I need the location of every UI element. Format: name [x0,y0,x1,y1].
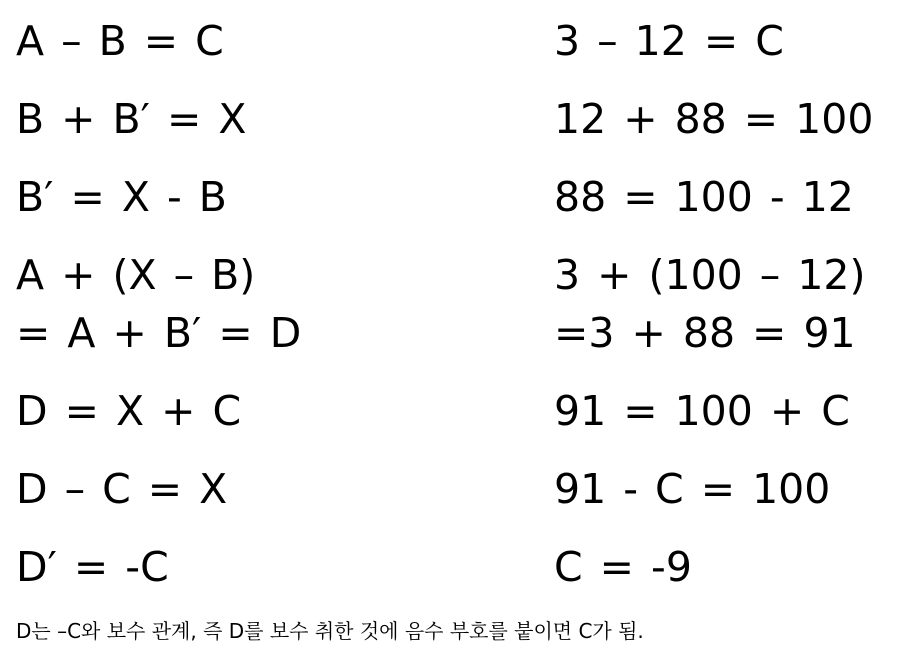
equation-left-3: B′ = X - B [16,173,227,221]
footnote: D는 –C와 보수 관계, 즉 D를 보수 취한 것에 음수 부호를 붙이면 C가 됨. [16,619,644,643]
equation-right-4a: 3 + (100 – 12) [554,251,866,299]
equation-left-1: A – B = C [16,17,224,65]
equation-right-5: 91 = 100 + C [554,387,850,435]
equation-left-5: D = X + C [16,387,242,435]
equation-left-2: B + B′ = X [16,95,247,143]
equation-left-4b: = A + B′ = D [16,309,302,357]
equation-right-2: 12 + 88 = 100 [554,95,874,143]
equation-right-1: 3 – 12 = C [554,17,784,65]
equation-left-6: D – C = X [16,465,228,513]
equation-right-6: 91 - C = 100 [554,465,831,513]
equation-left-4a: A + (X – B) [16,251,256,299]
equation-right-4b: =3 + 88 = 91 [554,309,856,357]
equation-right-7: C = -9 [554,543,692,591]
equation-left-7: D′ = -C [16,543,169,591]
equation-right-3: 88 = 100 - 12 [554,173,854,221]
